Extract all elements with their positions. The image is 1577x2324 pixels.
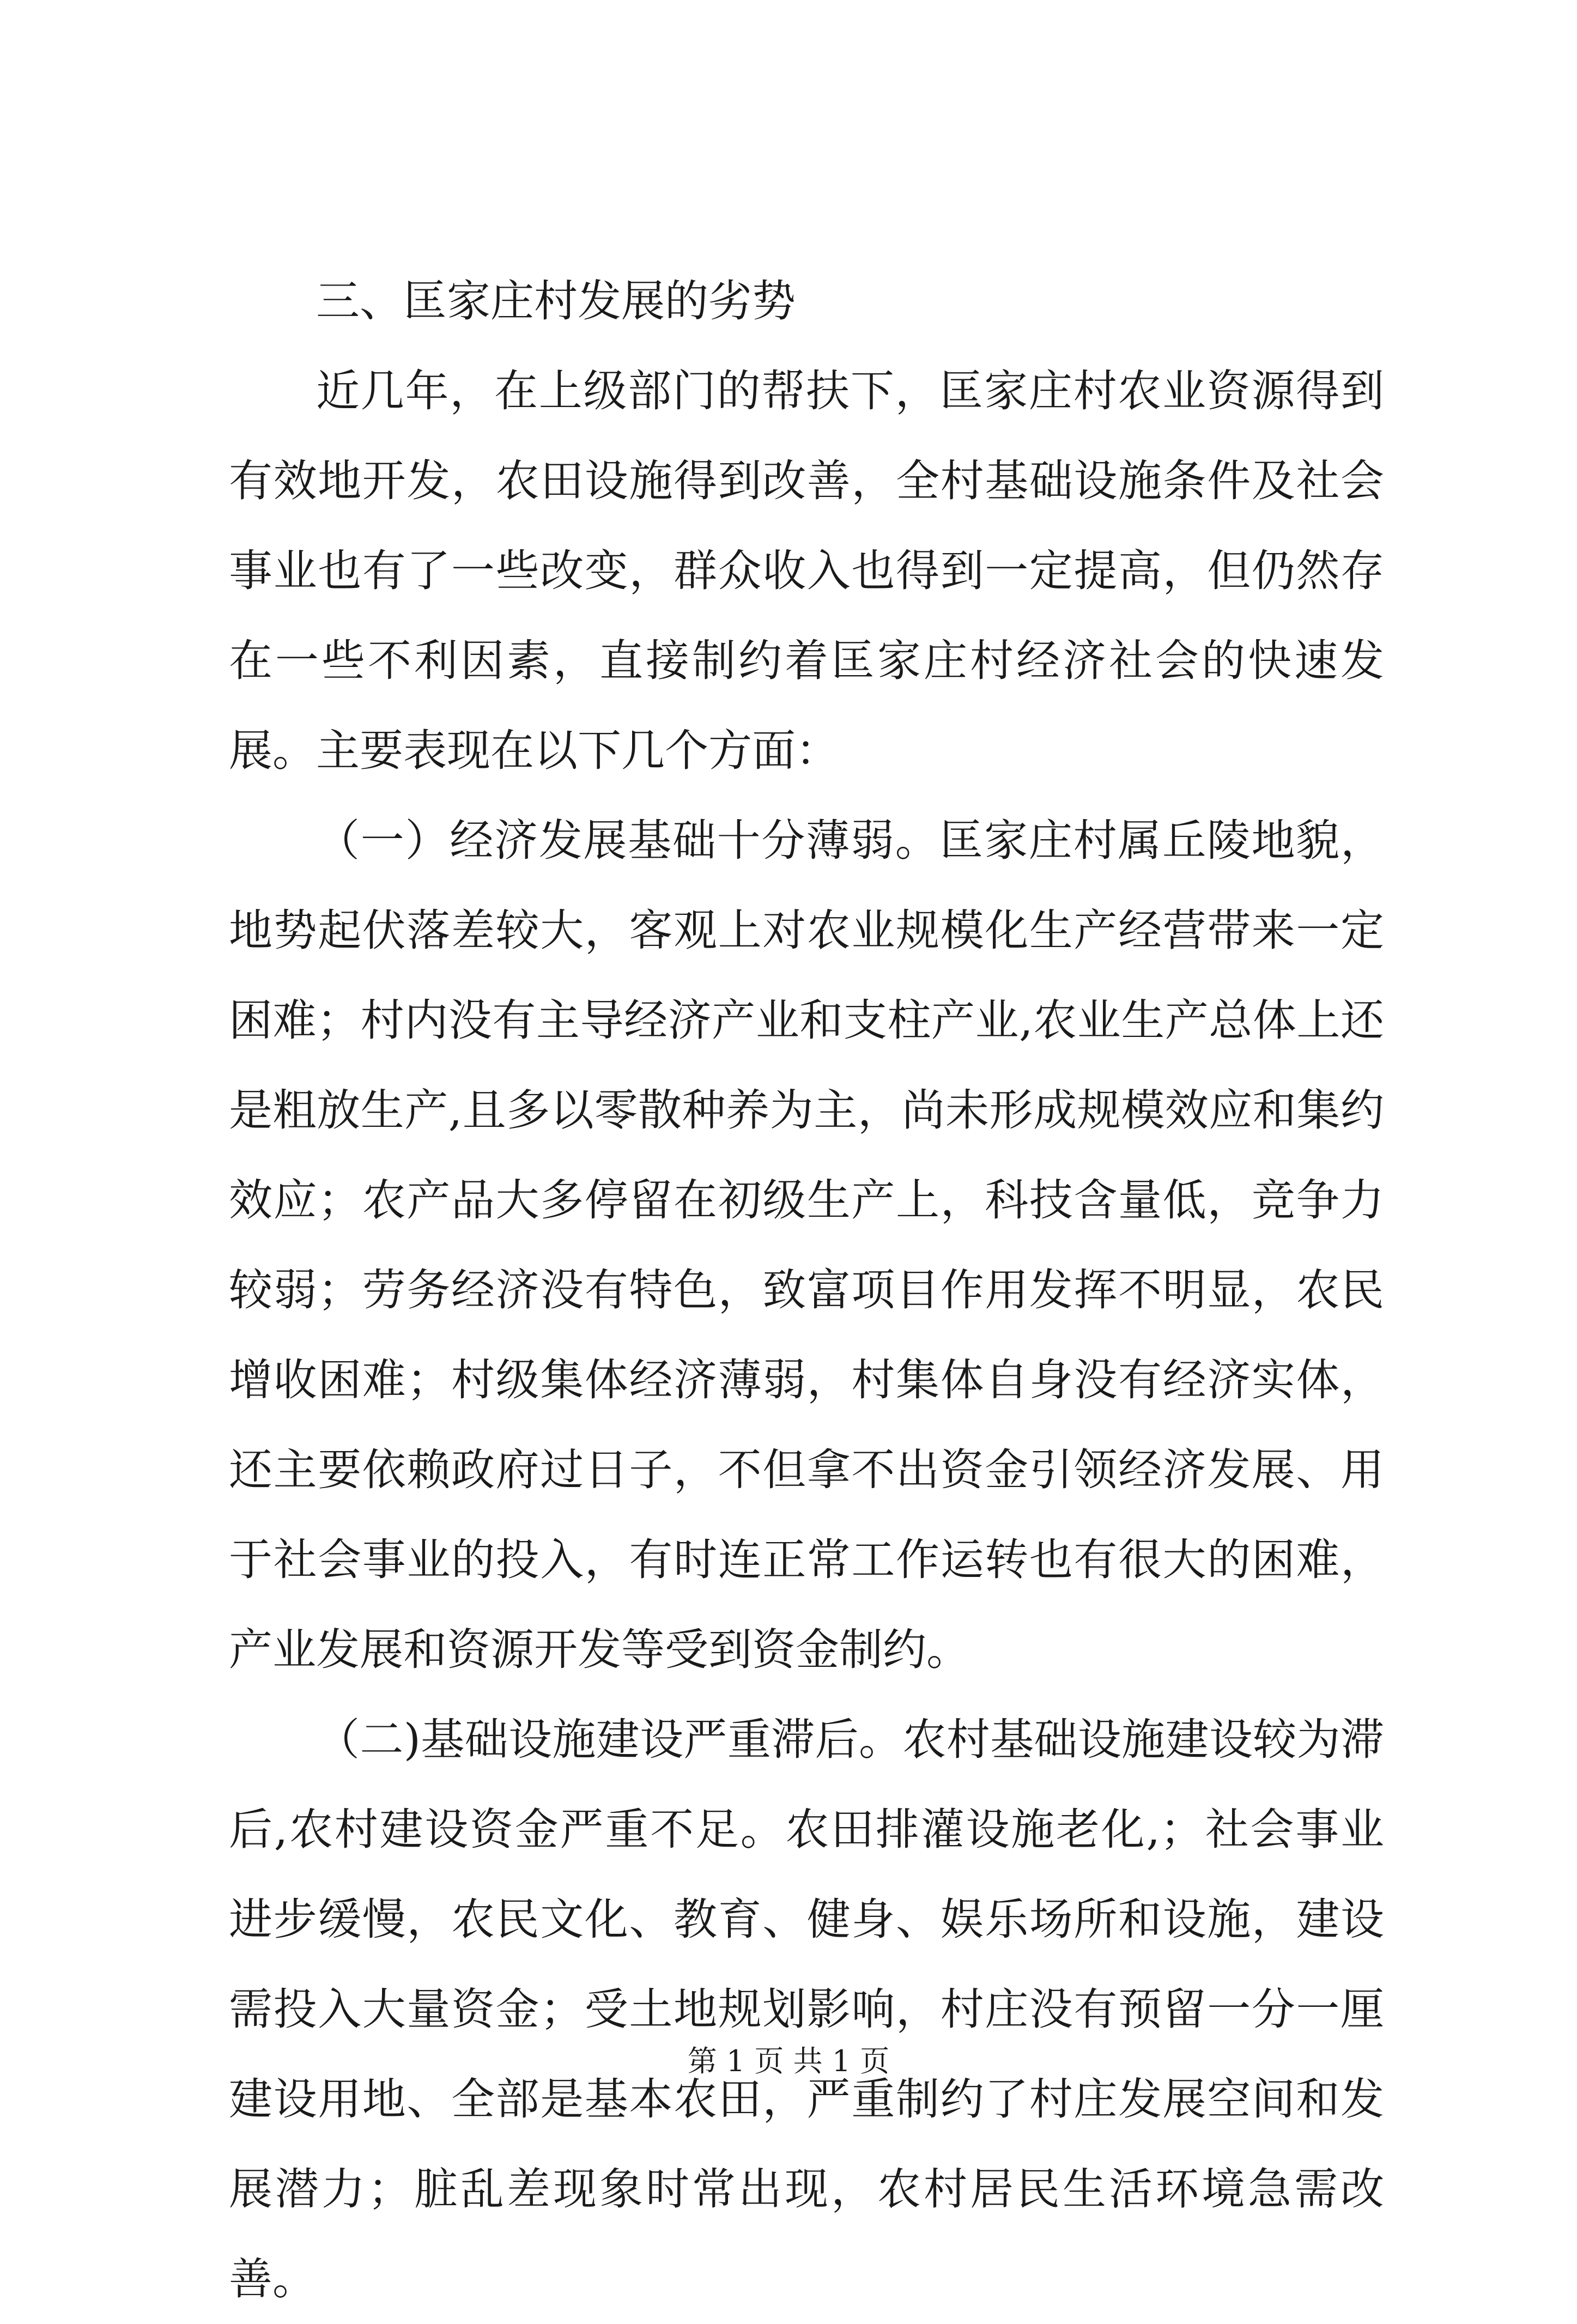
paragraph-economy: （一）经济发展基础十分薄弱。匡家庄村属丘陵地貌，地势起伏落差较大，客观上对农业规模化生产经营带来一定困难；村内没有主导经济产业和支柱产业,农业生产总体上还是粗放生产,且多以零散种养为主，尚未形成规模效应和集约效应；农产品大多停留在初级生产上，科技含量低，竞争力较弱；劳务经济没有特色，致富项目作用发挥不明显，农民增收困难；村级集体经济薄弱，村集体自身没有经济实体，还主要依赖政府过日子，不但拿不出资金引领经济发展、用于社会事业的投入，有时连正常工作运转也有很大的困难，产业发展和资源开发等受到资金制约。 bbox=[229, 815, 1384, 1675]
paragraph-intro: 近几年，在上级部门的帮扶下，匡家庄村农业资源得到有效地开发，农田设施得到改善，全村基础设施条件及社会事业也有了一些改变，群众收入也得到一定提高，但仍然存在一些不利因素，直接制约着匡家庄村经济社会的快速发展。主要表现在以下几个方面： bbox=[229, 366, 1384, 776]
paragraph-infrastructure: （二)基础设施建设严重滞后。农村基础设施建设较为滞后,农村建设资金严重不足。农田排灌设施老化,；社会事业进步缓慢，农民文化、教育、健身、娱乐场所和设施，建设需投入大量资金；受土地规划影响，村庄没有预留一分一厘建设用地、全部是基本农田，严重制约了村庄发展空间和发展潜力；脏乱差现象时常出现，农村居民生活环境急需改善。 bbox=[229, 1714, 1384, 2304]
section-heading: 三、匡家庄村发展的劣势 bbox=[316, 276, 796, 326]
document-body bbox=[229, 256, 1384, 2324]
page-number-footer: 第 1 页 共 1 页 bbox=[687, 2044, 890, 2078]
